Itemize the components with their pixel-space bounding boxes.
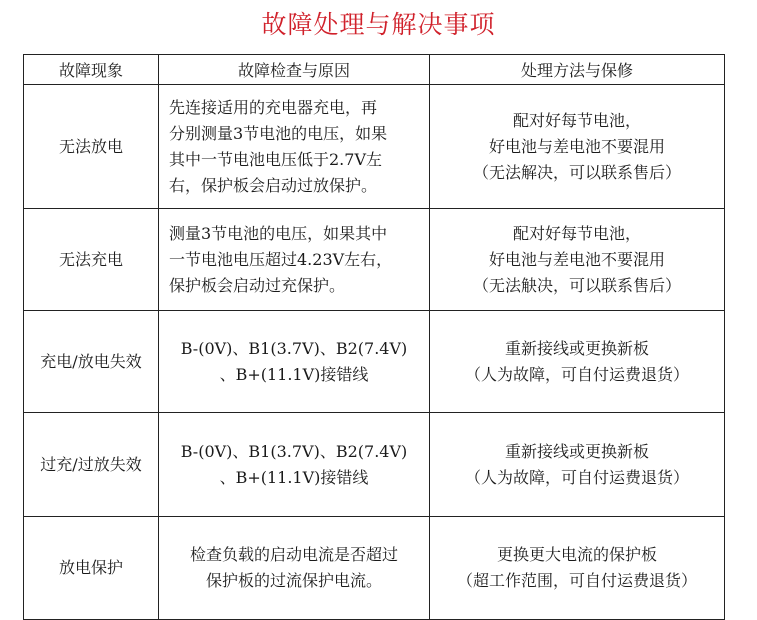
cause-line: 检查负载的启动电流是否超过 xyxy=(189,545,398,564)
cause-text xyxy=(159,221,429,299)
table-row xyxy=(24,85,725,209)
table-row xyxy=(24,311,725,413)
solution-line: 更换更大电流的保护板 xyxy=(496,545,657,564)
solution-text xyxy=(430,542,724,594)
symptom-cell xyxy=(24,517,159,620)
cause-line: 保护板会启动过充保护。 xyxy=(169,275,346,295)
cause-line: 右，保护板会启动过放保护。 xyxy=(169,175,378,195)
table-row xyxy=(24,517,725,620)
solution-line: 好电池与差电池不要混用 xyxy=(488,249,665,269)
symptom-text: 充电/放电失效 xyxy=(40,351,142,371)
solution-line: （人为故障，可自付运费退货） xyxy=(464,467,689,487)
solution-line: 重新接线或更换新板 xyxy=(504,441,649,461)
solution-line: 重新接线或更换新板 xyxy=(504,338,649,358)
solution-line: 好电池与差电池不要混用 xyxy=(488,136,665,156)
cause-line: 一节电池电压超过4.23V左右， xyxy=(169,249,393,269)
solution-text xyxy=(430,221,724,299)
cause-text xyxy=(159,439,429,491)
table-header-row xyxy=(24,55,725,85)
cause-line: 分别测量3节电池的电压，如果 xyxy=(169,123,388,143)
cause-line: 保护板的过流保护电流。 xyxy=(205,571,382,590)
solution-cell xyxy=(430,517,725,620)
cause-cell xyxy=(159,85,430,209)
solution-line: 配对好每节电池， xyxy=(512,223,641,243)
troubleshooting-table xyxy=(23,54,725,620)
solution-line: （无法觖决，可以联系售后） xyxy=(472,275,681,295)
solution-line: （超工作范围，可自付运费退货） xyxy=(456,571,697,590)
table-row xyxy=(24,209,725,311)
symptom-text: 放电保护 xyxy=(58,558,123,577)
cause-line: 先连接适用的充电器充电，再 xyxy=(169,97,378,117)
solution-line: （无法解决，可以联系售后） xyxy=(472,162,681,182)
symptom-cell xyxy=(24,311,159,413)
cause-line: 、B+(11.1V)接错线 xyxy=(219,364,369,384)
symptom-cell xyxy=(24,85,159,209)
symptom-text: 无法充电 xyxy=(58,249,123,269)
symptom-text: 无法放电 xyxy=(58,136,123,156)
solution-line: 配对好每节电池， xyxy=(512,110,641,130)
solution-text xyxy=(430,439,724,491)
symptom-text: 过充/过放失效 xyxy=(40,454,142,474)
symptom-cell xyxy=(24,413,159,517)
cause-line: B-(0V)、B1(3.7V)、B2(7.4V) xyxy=(180,338,408,358)
cause-cell xyxy=(159,311,430,413)
page-title: 故障处理与解决事项 xyxy=(261,10,496,39)
cause-line: 其中一节电池电压低于2.7V左 xyxy=(169,149,383,169)
header-cause: 故障检查与原因 xyxy=(159,55,430,85)
cause-cell xyxy=(159,209,430,311)
solution-text xyxy=(430,336,724,388)
cause-text xyxy=(159,542,429,594)
cause-cell xyxy=(159,517,430,620)
cause-text xyxy=(159,336,429,388)
cause-cell xyxy=(159,413,430,517)
solution-cell xyxy=(430,85,725,209)
solution-cell xyxy=(430,311,725,413)
solution-line: （人为故障，可自付运费退货） xyxy=(464,364,689,384)
cause-line: B-(0V)、B1(3.7V)、B2(7.4V) xyxy=(180,441,408,461)
cause-line: 测量3节电池的电压，如果其中 xyxy=(169,223,388,243)
table-row xyxy=(24,413,725,517)
solution-cell xyxy=(430,209,725,311)
solution-text xyxy=(430,108,724,186)
cause-text xyxy=(159,95,429,199)
cause-line: 、B+(11.1V)接错线 xyxy=(219,467,369,487)
solution-cell xyxy=(430,413,725,517)
symptom-cell xyxy=(24,209,159,311)
header-symptom: 故障现象 xyxy=(24,55,159,85)
header-solution: 处理方法与保修 xyxy=(430,55,725,85)
